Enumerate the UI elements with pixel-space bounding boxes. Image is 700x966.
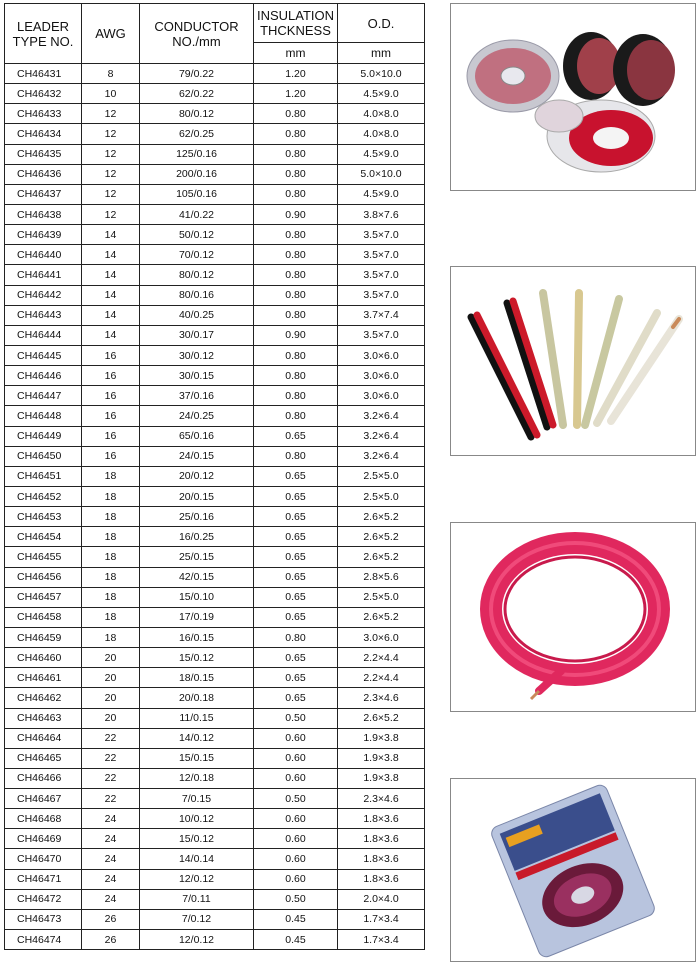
insulation-cell: 0.65 — [254, 486, 338, 506]
awg-cell: 18 — [82, 587, 140, 607]
awg-cell: 18 — [82, 466, 140, 486]
awg-cell: 22 — [82, 768, 140, 788]
conductor-cell: 30/0.17 — [140, 325, 254, 345]
header-conductor: CONDUCTOR NO./mm — [140, 4, 254, 64]
conductor-cell: 24/0.15 — [140, 446, 254, 466]
table-row — [5, 748, 425, 768]
cable-samples-photo — [450, 266, 696, 456]
od-cell: 3.0×6.0 — [338, 345, 425, 365]
table-row — [5, 426, 425, 446]
awg-cell: 12 — [82, 144, 140, 164]
conductor-cell: 14/0.14 — [140, 849, 254, 869]
awg-cell: 10 — [82, 84, 140, 104]
conductor-cell: 80/0.16 — [140, 285, 254, 305]
type-cell: CH46457 — [5, 587, 82, 607]
header-type: LEADER TYPE NO. — [5, 4, 82, 64]
od-cell: 2.6×5.2 — [338, 527, 425, 547]
type-cell: CH46441 — [5, 265, 82, 285]
conductor-cell: 41/0.22 — [140, 204, 254, 224]
type-cell: CH46437 — [5, 184, 82, 204]
table-row — [5, 708, 425, 728]
type-cell: CH46433 — [5, 104, 82, 124]
table-row — [5, 486, 425, 506]
blister-pack-photo — [450, 778, 696, 962]
od-cell: 2.6×5.2 — [338, 547, 425, 567]
type-cell: CH46469 — [5, 829, 82, 849]
od-cell: 3.0×6.0 — [338, 627, 425, 647]
table-row — [5, 607, 425, 627]
od-cell: 3.0×6.0 — [338, 366, 425, 386]
conductor-cell: 70/0.12 — [140, 245, 254, 265]
conductor-cell: 40/0.25 — [140, 305, 254, 325]
type-cell: CH46468 — [5, 809, 82, 829]
insulation-cell: 0.80 — [254, 366, 338, 386]
od-cell: 5.0×10.0 — [338, 164, 425, 184]
awg-cell: 22 — [82, 748, 140, 768]
awg-cell: 24 — [82, 829, 140, 849]
awg-cell: 12 — [82, 164, 140, 184]
awg-cell: 18 — [82, 567, 140, 587]
insulation-cell: 0.80 — [254, 386, 338, 406]
insulation-cell: 0.80 — [254, 124, 338, 144]
insulation-cell: 0.60 — [254, 748, 338, 768]
insulation-cell: 0.65 — [254, 547, 338, 567]
od-cell: 1.9×3.8 — [338, 768, 425, 788]
table-row — [5, 124, 425, 144]
conductor-cell: 15/0.15 — [140, 748, 254, 768]
insulation-cell: 1.20 — [254, 64, 338, 84]
awg-cell: 14 — [82, 225, 140, 245]
table-row — [5, 164, 425, 184]
type-cell: CH46434 — [5, 124, 82, 144]
od-cell: 2.3×4.6 — [338, 688, 425, 708]
od-cell: 2.6×5.2 — [338, 507, 425, 527]
od-cell: 1.8×3.6 — [338, 869, 425, 889]
type-cell: CH46465 — [5, 748, 82, 768]
awg-cell: 20 — [82, 708, 140, 728]
awg-cell: 12 — [82, 124, 140, 144]
table-row — [5, 184, 425, 204]
table-row — [5, 869, 425, 889]
type-cell: CH46455 — [5, 547, 82, 567]
insulation-cell: 1.20 — [254, 84, 338, 104]
conductor-cell: 37/0.16 — [140, 386, 254, 406]
insulation-cell: 0.65 — [254, 607, 338, 627]
od-cell: 3.5×7.0 — [338, 225, 425, 245]
type-cell: CH46447 — [5, 386, 82, 406]
type-cell: CH46454 — [5, 527, 82, 547]
table-row — [5, 547, 425, 567]
insulation-cell: 0.80 — [254, 104, 338, 124]
insulation-cell: 0.80 — [254, 265, 338, 285]
conductor-cell: 16/0.25 — [140, 527, 254, 547]
type-cell: CH46462 — [5, 688, 82, 708]
awg-cell: 16 — [82, 366, 140, 386]
insulation-cell: 0.60 — [254, 869, 338, 889]
conductor-cell: 10/0.12 — [140, 809, 254, 829]
type-cell: CH46445 — [5, 345, 82, 365]
od-cell: 4.0×8.0 — [338, 104, 425, 124]
conductor-cell: 16/0.15 — [140, 627, 254, 647]
table-row — [5, 225, 425, 245]
od-cell: 2.5×5.0 — [338, 587, 425, 607]
od-cell: 2.3×4.6 — [338, 789, 425, 809]
table-row — [5, 889, 425, 909]
type-cell: CH46444 — [5, 325, 82, 345]
awg-cell: 18 — [82, 527, 140, 547]
conductor-cell: 200/0.16 — [140, 164, 254, 184]
type-cell: CH46442 — [5, 285, 82, 305]
conductor-cell: 42/0.15 — [140, 567, 254, 587]
type-cell: CH46472 — [5, 889, 82, 909]
type-cell: CH46451 — [5, 466, 82, 486]
insulation-cell: 0.60 — [254, 849, 338, 869]
conductor-cell: 62/0.22 — [140, 84, 254, 104]
od-cell: 3.2×6.4 — [338, 406, 425, 426]
od-cell: 1.7×3.4 — [338, 930, 425, 950]
awg-cell: 18 — [82, 627, 140, 647]
conductor-cell: 25/0.15 — [140, 547, 254, 567]
table-row — [5, 627, 425, 647]
table-row — [5, 144, 425, 164]
table-row — [5, 325, 425, 345]
od-cell: 3.8×7.6 — [338, 204, 425, 224]
od-cell: 2.6×5.2 — [338, 708, 425, 728]
table-row — [5, 527, 425, 547]
insulation-cell: 0.50 — [254, 789, 338, 809]
conductor-cell: 25/0.16 — [140, 507, 254, 527]
awg-cell: 12 — [82, 104, 140, 124]
table-row — [5, 909, 425, 929]
conductor-cell: 7/0.11 — [140, 889, 254, 909]
conductor-cell: 30/0.12 — [140, 345, 254, 365]
table-row — [5, 366, 425, 386]
insulation-cell: 0.65 — [254, 507, 338, 527]
conductor-cell: 7/0.12 — [140, 909, 254, 929]
od-cell: 1.8×3.6 — [338, 809, 425, 829]
awg-cell: 18 — [82, 547, 140, 567]
type-cell: CH46458 — [5, 607, 82, 627]
table-row — [5, 507, 425, 527]
insulation-cell: 0.80 — [254, 225, 338, 245]
conductor-cell: 14/0.12 — [140, 728, 254, 748]
insulation-cell: 0.60 — [254, 768, 338, 788]
insulation-cell: 0.45 — [254, 930, 338, 950]
insulation-cell: 0.90 — [254, 204, 338, 224]
od-cell: 3.5×7.0 — [338, 285, 425, 305]
insulation-cell: 0.65 — [254, 527, 338, 547]
table-row — [5, 406, 425, 426]
conductor-cell: 105/0.16 — [140, 184, 254, 204]
table-row — [5, 789, 425, 809]
table-row — [5, 204, 425, 224]
insulation-cell: 0.90 — [254, 325, 338, 345]
insulation-cell: 0.80 — [254, 184, 338, 204]
table-body — [5, 64, 425, 950]
insulation-cell: 0.65 — [254, 587, 338, 607]
awg-cell: 14 — [82, 265, 140, 285]
type-cell: CH46450 — [5, 446, 82, 466]
od-cell: 2.5×5.0 — [338, 466, 425, 486]
od-cell: 3.5×7.0 — [338, 325, 425, 345]
blister-pack-icon — [451, 779, 695, 961]
insulation-cell: 0.60 — [254, 809, 338, 829]
insulation-cell: 0.65 — [254, 688, 338, 708]
od-cell: 3.2×6.4 — [338, 426, 425, 446]
cable-spools-photo — [450, 3, 696, 191]
table-row — [5, 688, 425, 708]
insulation-cell: 0.80 — [254, 285, 338, 305]
insulation-cell: 0.80 — [254, 345, 338, 365]
type-cell: CH46438 — [5, 204, 82, 224]
od-cell: 1.8×3.6 — [338, 849, 425, 869]
type-cell: CH46435 — [5, 144, 82, 164]
od-cell: 1.9×3.8 — [338, 748, 425, 768]
awg-cell: 16 — [82, 386, 140, 406]
table-row — [5, 386, 425, 406]
od-cell: 2.0×4.0 — [338, 889, 425, 909]
awg-cell: 24 — [82, 849, 140, 869]
conductor-cell: 80/0.12 — [140, 104, 254, 124]
awg-cell: 16 — [82, 426, 140, 446]
od-cell: 4.5×9.0 — [338, 184, 425, 204]
insulation-cell: 0.80 — [254, 245, 338, 265]
od-cell: 1.9×3.8 — [338, 728, 425, 748]
type-cell: CH46449 — [5, 426, 82, 446]
type-cell: CH46456 — [5, 567, 82, 587]
cable-spools-icon — [451, 4, 695, 190]
awg-cell: 14 — [82, 305, 140, 325]
awg-cell: 20 — [82, 648, 140, 668]
od-cell: 3.7×7.4 — [338, 305, 425, 325]
awg-cell: 16 — [82, 406, 140, 426]
insulation-cell: 0.50 — [254, 708, 338, 728]
type-cell: CH46452 — [5, 486, 82, 506]
table-row — [5, 587, 425, 607]
insulation-cell: 0.65 — [254, 648, 338, 668]
header-awg: AWG — [82, 4, 140, 64]
od-cell: 4.5×9.0 — [338, 84, 425, 104]
conductor-cell: 30/0.15 — [140, 366, 254, 386]
table-row — [5, 930, 425, 950]
type-cell: CH46432 — [5, 84, 82, 104]
table-row — [5, 728, 425, 748]
insulation-cell: 0.80 — [254, 446, 338, 466]
insulation-cell: 0.45 — [254, 909, 338, 929]
awg-cell: 14 — [82, 325, 140, 345]
header-insulation-unit: mm — [254, 43, 338, 64]
awg-cell: 24 — [82, 809, 140, 829]
type-cell: CH46439 — [5, 225, 82, 245]
type-cell: CH46464 — [5, 728, 82, 748]
type-cell: CH46431 — [5, 64, 82, 84]
awg-cell: 26 — [82, 930, 140, 950]
type-cell: CH46473 — [5, 909, 82, 929]
insulation-cell: 0.65 — [254, 567, 338, 587]
insulation-cell: 0.80 — [254, 164, 338, 184]
od-cell: 3.2×6.4 — [338, 446, 425, 466]
table-row — [5, 104, 425, 124]
type-cell: CH46436 — [5, 164, 82, 184]
cable-coil-photo — [450, 522, 696, 712]
conductor-cell: 12/0.12 — [140, 930, 254, 950]
od-cell: 1.7×3.4 — [338, 909, 425, 929]
od-cell: 3.0×6.0 — [338, 386, 425, 406]
table-row — [5, 829, 425, 849]
type-cell: CH46443 — [5, 305, 82, 325]
header-od: O.D. — [338, 4, 425, 43]
awg-cell: 26 — [82, 909, 140, 929]
table-row — [5, 345, 425, 365]
table-header — [5, 4, 425, 64]
insulation-cell: 0.80 — [254, 406, 338, 426]
table-row — [5, 446, 425, 466]
conductor-cell: 12/0.18 — [140, 768, 254, 788]
type-cell: CH46459 — [5, 627, 82, 647]
type-cell: CH46448 — [5, 406, 82, 426]
awg-cell: 12 — [82, 204, 140, 224]
od-cell: 3.5×7.0 — [338, 245, 425, 265]
od-cell: 2.6×5.2 — [338, 607, 425, 627]
type-cell: CH46463 — [5, 708, 82, 728]
type-cell: CH46471 — [5, 869, 82, 889]
conductor-cell: 125/0.16 — [140, 144, 254, 164]
insulation-cell: 0.80 — [254, 627, 338, 647]
od-cell: 2.5×5.0 — [338, 486, 425, 506]
insulation-cell: 0.80 — [254, 305, 338, 325]
od-cell: 3.5×7.0 — [338, 265, 425, 285]
type-cell: CH46440 — [5, 245, 82, 265]
conductor-cell: 20/0.18 — [140, 688, 254, 708]
awg-cell: 14 — [82, 285, 140, 305]
conductor-cell: 15/0.12 — [140, 829, 254, 849]
conductor-cell: 65/0.16 — [140, 426, 254, 446]
conductor-cell: 15/0.12 — [140, 648, 254, 668]
insulation-cell: 0.60 — [254, 829, 338, 849]
cable-samples-icon — [451, 267, 695, 455]
table-row — [5, 849, 425, 869]
awg-cell: 8 — [82, 64, 140, 84]
table-row — [5, 768, 425, 788]
od-cell: 2.8×5.6 — [338, 567, 425, 587]
od-cell: 4.0×8.0 — [338, 124, 425, 144]
od-cell: 4.5×9.0 — [338, 144, 425, 164]
awg-cell: 16 — [82, 345, 140, 365]
conductor-cell: 15/0.10 — [140, 587, 254, 607]
conductor-cell: 7/0.15 — [140, 789, 254, 809]
type-cell: CH46466 — [5, 768, 82, 788]
spec-table — [4, 3, 425, 950]
awg-cell: 18 — [82, 486, 140, 506]
table-row — [5, 64, 425, 84]
table-row — [5, 668, 425, 688]
awg-cell: 14 — [82, 245, 140, 265]
table-row — [5, 809, 425, 829]
od-cell: 2.2×4.4 — [338, 668, 425, 688]
conductor-cell: 11/0.15 — [140, 708, 254, 728]
type-cell: CH46446 — [5, 366, 82, 386]
cable-coil-icon — [451, 523, 695, 711]
awg-cell: 22 — [82, 728, 140, 748]
conductor-cell: 20/0.15 — [140, 486, 254, 506]
od-cell: 2.2×4.4 — [338, 648, 425, 668]
table-row — [5, 265, 425, 285]
type-cell: CH46460 — [5, 648, 82, 668]
insulation-cell: 0.60 — [254, 728, 338, 748]
table-row — [5, 285, 425, 305]
awg-cell: 20 — [82, 668, 140, 688]
header-od-unit: mm — [338, 43, 425, 64]
awg-cell: 12 — [82, 184, 140, 204]
table-row — [5, 305, 425, 325]
awg-cell: 18 — [82, 507, 140, 527]
conductor-cell: 50/0.12 — [140, 225, 254, 245]
awg-cell: 16 — [82, 446, 140, 466]
awg-cell: 18 — [82, 607, 140, 627]
table-row — [5, 245, 425, 265]
table-row — [5, 567, 425, 587]
conductor-cell: 79/0.22 — [140, 64, 254, 84]
table-row — [5, 466, 425, 486]
conductor-cell: 20/0.12 — [140, 466, 254, 486]
table-row — [5, 648, 425, 668]
conductor-cell: 17/0.19 — [140, 607, 254, 627]
insulation-cell: 0.65 — [254, 426, 338, 446]
awg-cell: 24 — [82, 869, 140, 889]
conductor-cell: 18/0.15 — [140, 668, 254, 688]
awg-cell: 22 — [82, 789, 140, 809]
conductor-cell: 12/0.12 — [140, 869, 254, 889]
insulation-cell: 0.65 — [254, 466, 338, 486]
type-cell: CH46453 — [5, 507, 82, 527]
insulation-cell: 0.50 — [254, 889, 338, 909]
type-cell: CH46467 — [5, 789, 82, 809]
type-cell: CH46470 — [5, 849, 82, 869]
type-cell: CH46474 — [5, 930, 82, 950]
conductor-cell: 62/0.25 — [140, 124, 254, 144]
od-cell: 1.8×3.6 — [338, 829, 425, 849]
insulation-cell: 0.80 — [254, 144, 338, 164]
awg-cell: 24 — [82, 889, 140, 909]
insulation-cell: 0.65 — [254, 668, 338, 688]
type-cell: CH46461 — [5, 668, 82, 688]
od-cell: 5.0×10.0 — [338, 64, 425, 84]
awg-cell: 20 — [82, 688, 140, 708]
conductor-cell: 80/0.12 — [140, 265, 254, 285]
table-row — [5, 84, 425, 104]
header-insulation: INSULATION THCKNESS — [254, 4, 338, 43]
conductor-cell: 24/0.25 — [140, 406, 254, 426]
